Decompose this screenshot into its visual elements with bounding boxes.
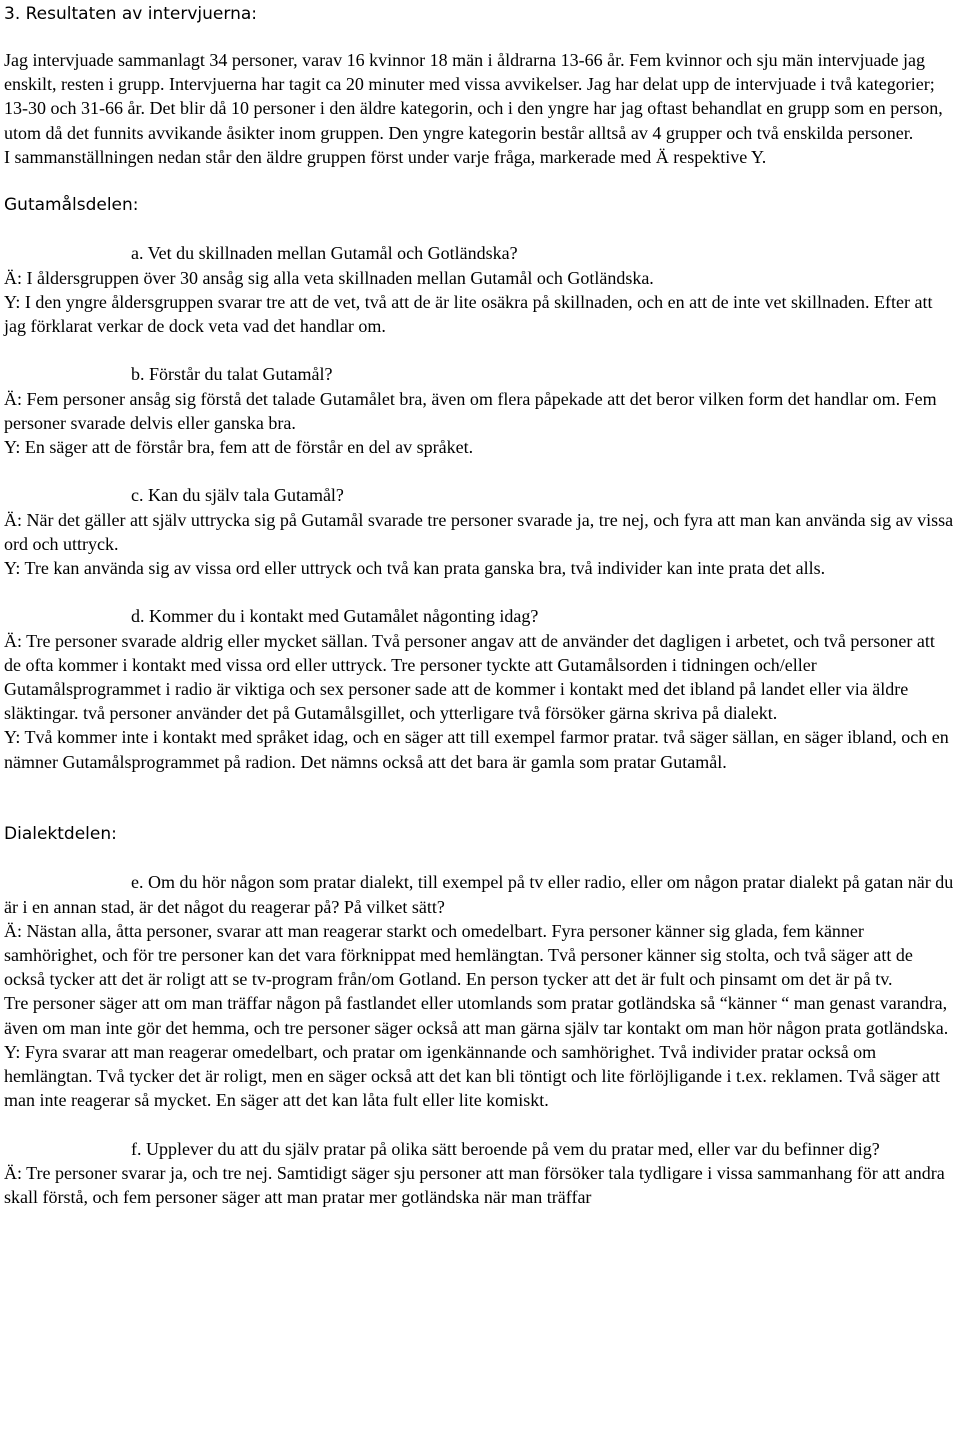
question-d: d. Kommer du i kontakt med Gutamålet någonting idag? [131,606,539,627]
intro-paragraph: Jag intervjuade sammanlagt 34 personer, varav 16 kvinnor 18 män i åldrarna 13-66 år. Fem kvinnor och sju män intervjuade jag enskilt, resten i grupp. Intervjuerna har tagit ca 20 minuter med vissa avvikelser. Jag har delat upp de intervjuade i två kategorier; 13-30 och 31-66 år. Det blir då 10 personer i den äldre kategorin, och i den yngre har jag oftast behandlat en grupp som en person, utom då det funnits avvikande åsikter inom gruppen. Den yngre kategorin består alltså av 4 grupper och två enskilda personer. [4,50,943,143]
answer-b-older: Ä: Fem personer ansåg sig förstå det talade Gutamålet bra, även om flera påpekade att det beror vilken form det handlar om. Fem personer svarade delvis eller ganska bra. [4,388,937,433]
answer-e-older: Ä: Nästan alla, åtta personer, svarar att man reagerar starkt och omedelbart. Fyra personer känner sig glada, fem känner samhörighet, och för tre personer kan det vara förknippat med hemlängtan. Två personer känner sig stolta, och två säger att de också tycker att det är roligt att se tv-program från/om Gotland. En person tycker att det är fult och pinsamt om det är på tv. [4,920,913,990]
question-f: f. Upplever du att du själv pratar på olika sätt beroende på vem du pratar med, eller var du befinner dig? [131,1138,880,1159]
answer-d-older: Ä: Tre personer svarade aldrig eller mycket sällan. Två personer angav att de använder det dagligen i arbetet, och två personer att de ofta kommer i kontakt med vissa ord eller uttryck. Tre personer tyckte att Gutamålsorden i tidningen och/eller Gutamålsprogrammet i radio är viktiga och sex personer sade att de kommer i kontakt med det ibland på landet eller via äldre släktingar. två personer använder det på Gutamålsgillet, och ytterligare två försöker gärna skriva på dialekt. [4,630,935,724]
answer-c-younger: Y: Tre kan använda sig av vissa ord eller uttryck och två kan prata ganska bra, två individer kan inte prata det alls. [4,558,826,578]
answer-e-older-cont: Tre personer säger att om man träffar någon på fastlandet eller utomlands som pratar gotländska så “känner “ man genast varandra, även om man inte gör det hemma, och tre personer säger också att man gärna själv tar kontakt om man hör någon prata gotländska. [4,993,949,1038]
answer-b-younger: Y: En säger att de förstår bra, fem att de förstår en del av språket. [4,437,474,457]
intro-note: I sammanställningen nedan står den äldre gruppen först under varje fråga, markerade med Ä respektive Y. [4,146,767,167]
question-a: a. Vet du skillnaden mellan Gutamål och Gotländska? [131,243,518,264]
answer-a-younger: Y: I den yngre åldersgruppen svarar tre att de vet, två att de är lite osäkra på skillnaden, och en att de inte vet skillnaden. Efter att jag förklarat verkar de dock veta vad det handlar om. [4,291,933,336]
question-c: c. Kan du själv tala Gutamål? [131,485,344,506]
question-e: e. Om du hör någon som pratar dialekt, till exempel på tv eller radio, eller om någon pratar dialekt på gatan när du är i en annan stad, är det något du reagerar på? På vilket sätt? [4,872,954,917]
subsection-title-dialekt: Dialektdelen: [4,824,117,845]
answer-e-younger: Y: Fyra svarar att man reagerar omedelbart, och pratar om igenkännande och samhörighet. Två individer pratar också om hemlängtan. Två tycker det är roligt, men en säger också att det kan bli töntigt och lite förlöjligande i t.ex. reklamen. Två säger att man inte reagerar så mycket. En säger att det kan låta fult eller lite komiskt. [4,1041,941,1111]
subsection-title-gutamal: Gutamålsdelen: [4,195,139,216]
section-heading: 3. Resultaten av intervjuerna: [4,4,257,24]
answer-d-younger: Y: Två kommer inte i kontakt med språket idag, och en säger att till exempel farmor pratar. två säger sällan, en säger ibland, och en nämner Gutamålsprogrammet på radion. Det nämns också att det bara är gamla som pratar Gutamål. [4,727,949,772]
question-b: b. Förstår du talat Gutamål? [131,364,333,385]
answer-f-older: Ä: Tre personer svarar ja, och tre nej. Samtidigt säger sju personer att man försöker tala tydligare i vissa sammanhang för att andra skall förstå, och fem personer säger att man pratar mer gotländska när man träffar [4,1162,945,1207]
document-page [0,2,960,1209]
answer-a-older: Ä: I åldersgruppen över 30 ansåg sig alla veta skillnaden mellan Gutamål och Gotländska. [4,267,654,288]
answer-c-older: Ä: När det gäller att själv uttrycka sig på Gutamål svarade tre personer svarade ja, tre nej, och fyra att man kan använda sig av vissa ord och uttryck. [4,509,954,554]
